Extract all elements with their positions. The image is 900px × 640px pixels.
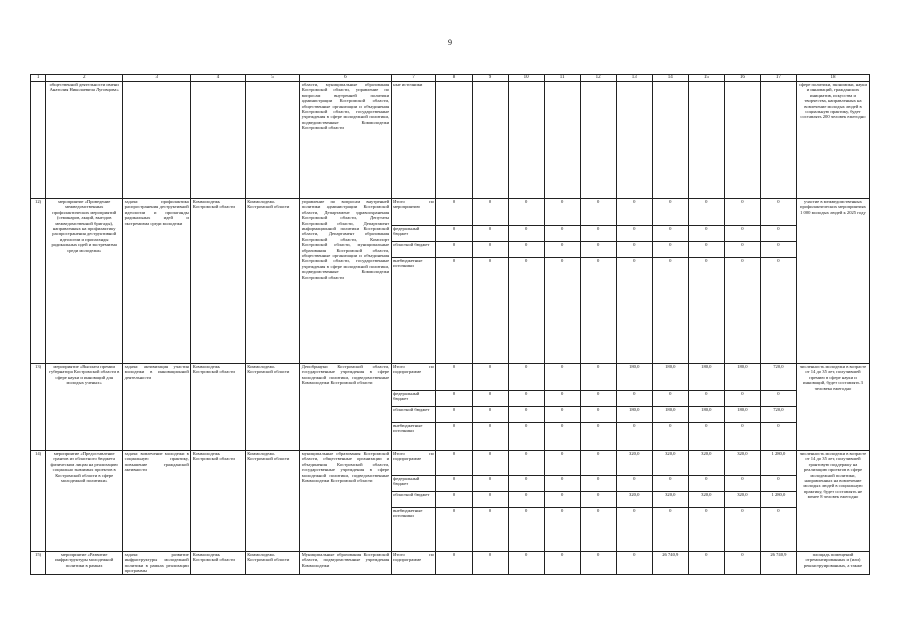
expected-result: участие в межведомственных профилактических мероприятиях 1 000 молодых людей к 2025 году xyxy=(796,199,869,364)
partners-text: муниципальные образования Костромской области, общественные организации и объединения Костромской области, государственные учреждения в сфере молодежной политики, подведомственные Коммолодежи Костромской области xyxy=(300,451,391,552)
finance-value: 0 xyxy=(580,476,616,492)
finance-value: 0 xyxy=(436,199,472,226)
finance-value: 320,0 xyxy=(688,451,724,476)
finance-value: 0 xyxy=(580,242,616,258)
finance-value: 0 xyxy=(544,476,580,492)
finance-source-label: внебюджетные источники xyxy=(391,258,436,364)
measure-name: мероприятие «Предоставление грантов из областного бюджета физическим лицам на реализацию социально значимых проектов в Костромской области в сфере молодежной политики» xyxy=(46,451,123,552)
finance-value: 0 xyxy=(472,423,508,451)
column-number-header: 4 xyxy=(191,75,245,82)
finance-value: 0 xyxy=(544,451,580,476)
finance-source-label: Итого по подпрограмме xyxy=(391,364,436,391)
finance-value: 1 280,0 xyxy=(760,492,796,508)
finance-value: 0 xyxy=(544,508,580,552)
finance-value: 0 xyxy=(616,226,652,242)
column-number-header: 1 xyxy=(31,75,46,82)
finance-value: 0 xyxy=(724,508,760,552)
finance-value: 720,0 xyxy=(760,407,796,423)
executor-body: Коммолодежь Костромской области xyxy=(245,451,299,552)
finance-value: 0 xyxy=(760,199,796,226)
finance-value: 0 xyxy=(544,391,580,407)
executor-body: Коммолодежь Костромской области xyxy=(245,552,299,575)
program-table xyxy=(30,74,870,575)
finance-value: 180,0 xyxy=(688,364,724,391)
finance-value: 0 xyxy=(688,476,724,492)
finance-source-label: областной бюджет xyxy=(391,492,436,508)
finance-value: 0 xyxy=(652,476,688,492)
expected-result: площадь помещений отремонтированных и (или) реконструированных, а также xyxy=(796,552,869,575)
cell-partners: области, муниципальные образования Костромской области, управление по вопросам внутренней политики администрации Костромской области, общественные организации и объединения Костромской области, государственные учреждения в сфере молодежной политики, подведомственные Коммолодежи Костромской области xyxy=(300,82,391,199)
finance-value: 0 xyxy=(472,199,508,226)
finance-value: 320,0 xyxy=(652,451,688,476)
finance-value: 0 xyxy=(616,258,652,364)
finance-value: 0 xyxy=(616,199,652,226)
finance-source-label: федеральный бюджет xyxy=(391,226,436,242)
expected-result: численность молодежи в возрасте от 14 до 35 лет, получившей грантовую поддержку на реализацию проектов в сфере молодежной политики, направленных на вовлечение молодых людей в социальную практику, будет составлять не менее 8 человек ежегодно xyxy=(796,451,869,552)
measure-name: мероприятие «Выплата премии губернатора Костромской области в сфере науки и инноваций для молодых ученых» xyxy=(46,364,123,451)
finance-value: 720,0 xyxy=(760,364,796,391)
column-number-header: 9 xyxy=(472,75,508,82)
finance-value: 0 xyxy=(580,391,616,407)
table-row xyxy=(31,451,870,476)
finance-value: 0 xyxy=(508,226,544,242)
finance-value: 0 xyxy=(472,258,508,364)
finance-value: 0 xyxy=(724,423,760,451)
column-number-header: 15 xyxy=(688,75,724,82)
finance-value: 0 xyxy=(724,476,760,492)
column-number-header: 8 xyxy=(436,75,472,82)
finance-value: 0 xyxy=(544,423,580,451)
finance-value: 0 xyxy=(436,258,472,364)
column-number-header: 3 xyxy=(123,75,191,82)
finance-value: 0 xyxy=(472,391,508,407)
executor-body: Коммолодежь Костромской области xyxy=(245,364,299,451)
finance-source-label: внебюджетные источники xyxy=(391,423,436,451)
row-number: 13) xyxy=(31,364,46,451)
finance-source-label: областной бюджет xyxy=(391,242,436,258)
responsible-body: Коммолодежь Костромской области xyxy=(191,364,245,451)
finance-value: 0 xyxy=(544,407,580,423)
finance-source-label: федеральный бюджет xyxy=(391,476,436,492)
finance-value: 0 xyxy=(472,242,508,258)
expected-result: численность молодежи в возрасте от 14 до 35 лет, получившей премию в сфере науки и инноваций, будет составлять 3 человека ежегодно xyxy=(796,364,869,451)
finance-value: 0 xyxy=(508,552,544,575)
finance-value: 0 xyxy=(688,226,724,242)
column-number-header: 16 xyxy=(724,75,760,82)
column-number-header: 11 xyxy=(544,75,580,82)
cell-executor xyxy=(245,82,299,199)
finance-value: 0 xyxy=(580,226,616,242)
finance-value: 180,0 xyxy=(688,407,724,423)
cell-task xyxy=(123,82,191,199)
finance-source-label: федеральный бюджет xyxy=(391,391,436,407)
finance-value: 0 xyxy=(580,407,616,423)
finance-value: 0 xyxy=(616,391,652,407)
finance-value: 0 xyxy=(616,423,652,451)
finance-value: 26 740,9 xyxy=(760,552,796,575)
finance-value: 0 xyxy=(508,451,544,476)
finance-value: 0 xyxy=(508,258,544,364)
finance-value: 0 xyxy=(544,242,580,258)
finance-value: 0 xyxy=(652,242,688,258)
finance-value: 0 xyxy=(652,423,688,451)
finance-value: 0 xyxy=(508,391,544,407)
responsible-body: Коммолодежь Костромской области xyxy=(191,552,245,575)
finance-value: 0 xyxy=(472,492,508,508)
finance-value: 0 xyxy=(724,391,760,407)
column-number-header: 2 xyxy=(46,75,123,82)
finance-value: 0 xyxy=(760,476,796,492)
finance-value: 0 xyxy=(616,242,652,258)
responsible-body: Коммолодежь Костромской области xyxy=(191,451,245,552)
finance-value: 0 xyxy=(472,552,508,575)
finance-value: 0 xyxy=(652,226,688,242)
finance-source-label: Итого по мероприятию xyxy=(391,199,436,226)
finance-value: 0 xyxy=(436,451,472,476)
task-text: задача: развитие инфраструктуры молодежной политики в рамках реализации программы xyxy=(124,552,189,574)
finance-value: 0 xyxy=(724,226,760,242)
column-number-header: 12 xyxy=(580,75,616,82)
finance-value: 0 xyxy=(688,258,724,364)
measure-name: мероприятие «Развитие инфраструктуры молодежной политики в рамках xyxy=(46,552,123,575)
finance-value: 0 xyxy=(580,364,616,391)
column-number-header: 5 xyxy=(245,75,299,82)
finance-value: 320,0 xyxy=(688,492,724,508)
column-number-header: 17 xyxy=(760,75,796,82)
column-number-header: 10 xyxy=(508,75,544,82)
finance-value: 0 xyxy=(688,552,724,575)
column-number-header: 14 xyxy=(652,75,688,82)
finance-value: 0 xyxy=(652,199,688,226)
finance-value: 0 xyxy=(472,451,508,476)
finance-value: 0 xyxy=(472,476,508,492)
finance-value: 0 xyxy=(688,423,724,451)
finance-value: 0 xyxy=(616,552,652,575)
finance-value: 0 xyxy=(724,199,760,226)
finance-value: 0 xyxy=(544,226,580,242)
cell-result: сфере политики, экономики, науки и инноваций, гражданских инициатив, искусства и творчества, направленных на вовлечение молодых людей в социальную практику, будет составлять 200 человек ежегодно xyxy=(796,82,869,199)
cell-source: ные источники xyxy=(391,82,436,199)
finance-value: 180,0 xyxy=(652,364,688,391)
finance-value: 0 xyxy=(544,364,580,391)
finance-value: 0 xyxy=(688,391,724,407)
finance-value: 0 xyxy=(760,391,796,407)
partners-text: Муниципальные образования Костромской области, подведомственные учреждения Коммолодежи xyxy=(300,552,391,575)
finance-value: 0 xyxy=(688,242,724,258)
finance-value: 0 xyxy=(436,423,472,451)
finance-value: 0 xyxy=(508,508,544,552)
cell-responsible xyxy=(191,82,245,199)
finance-value: 0 xyxy=(544,199,580,226)
finance-value: 0 xyxy=(688,508,724,552)
partners-text: Депобрнауки Костромской области, государственные учреждения в сфере молодежной политики, подведомственные Коммолодежи Костромской области xyxy=(300,364,391,451)
page-number: 9 xyxy=(448,38,452,47)
finance-value: 0 xyxy=(544,492,580,508)
partners-text: управление по вопросам внутренней политики администрации Костромской области, Департамент здравоохранения Костромской области, Депутаты Костромской области, Департамент информационной политики Костромской области, Департамент образования Костромской области, Комспорт Костромской области, муниципальные образования Костромской области, общественные организации и объединения Костромской области, государственные учреждения в сфере молодежной политики, подведомственные Коммолодежи Костромской области xyxy=(300,199,391,364)
finance-value: 320,0 xyxy=(652,492,688,508)
row-number: 12) xyxy=(31,199,46,364)
finance-value: 0 xyxy=(436,364,472,391)
column-number-header: 18 xyxy=(796,75,869,82)
finance-value: 0 xyxy=(508,199,544,226)
finance-value: 0 xyxy=(544,552,580,575)
finance-value: 0 xyxy=(580,199,616,226)
table-row xyxy=(31,552,870,575)
finance-value: 320,0 xyxy=(724,492,760,508)
table-body xyxy=(31,75,870,575)
finance-value: 0 xyxy=(436,407,472,423)
column-number-header: 6 xyxy=(300,75,391,82)
finance-value: 0 xyxy=(508,492,544,508)
cell-num xyxy=(31,82,46,199)
finance-source-label: Итого по подпрограмме xyxy=(391,451,436,476)
finance-value: 0 xyxy=(472,508,508,552)
task-text: задача: активизация участия молодежи в инновационной деятельности xyxy=(123,364,191,451)
finance-value: 0 xyxy=(616,508,652,552)
finance-value: 0 xyxy=(760,423,796,451)
task-text: задача: вовлечение молодежи в социальную практику, повышение гражданской активности xyxy=(123,451,191,552)
finance-value: 0 xyxy=(724,258,760,364)
row-number: 14) xyxy=(31,451,46,552)
finance-value: 0 xyxy=(580,423,616,451)
finance-source-label: областной бюджет xyxy=(391,407,436,423)
finance-value: 0 xyxy=(508,476,544,492)
finance-value: 0 xyxy=(760,508,796,552)
finance-value: 0 xyxy=(580,552,616,575)
finance-value: 0 xyxy=(580,258,616,364)
finance-value: 0 xyxy=(760,242,796,258)
finance-value: 180,0 xyxy=(724,407,760,423)
finance-source-label: внебюджетные источники xyxy=(391,508,436,552)
finance-value: 0 xyxy=(436,226,472,242)
task-text: задача: профилактика распространения деструктивной идеологии и пропаганды радикальных идей и экстремизма среди молодежи xyxy=(123,199,191,364)
finance-value: 1 280,0 xyxy=(760,451,796,476)
finance-value: 0 xyxy=(508,407,544,423)
finance-value: 0 xyxy=(652,391,688,407)
finance-value: 180,0 xyxy=(616,364,652,391)
table-row xyxy=(31,199,870,226)
finance-value: 26 740,9 xyxy=(652,552,688,575)
finance-value: 0 xyxy=(580,492,616,508)
finance-value: 0 xyxy=(580,508,616,552)
finance-value: 0 xyxy=(508,364,544,391)
finance-value: 0 xyxy=(436,552,472,575)
responsible-body: Коммолодежь Костромской области xyxy=(191,199,245,364)
finance-value: 320,0 xyxy=(724,451,760,476)
finance-value: 320,0 xyxy=(616,451,652,476)
finance-value: 0 xyxy=(544,258,580,364)
finance-value: 0 xyxy=(688,199,724,226)
finance-value: 320,0 xyxy=(616,492,652,508)
finance-value: 0 xyxy=(436,476,472,492)
column-number-header: 7 xyxy=(391,75,436,82)
finance-value: 0 xyxy=(436,508,472,552)
finance-value: 0 xyxy=(472,407,508,423)
executor-body: Коммолодежь Костромской области xyxy=(245,199,299,364)
finance-value: 0 xyxy=(472,226,508,242)
finance-value: 0 xyxy=(760,226,796,242)
finance-source-label: Итого по подпрограмме xyxy=(391,552,436,575)
finance-value: 180,0 xyxy=(616,407,652,423)
finance-value: 0 xyxy=(580,451,616,476)
finance-value: 0 xyxy=(436,492,472,508)
finance-value: 0 xyxy=(652,508,688,552)
finance-value: 180,0 xyxy=(652,407,688,423)
finance-value: 0 xyxy=(760,258,796,364)
finance-value: 0 xyxy=(436,391,472,407)
row-number: 15) xyxy=(31,552,46,575)
column-number-row xyxy=(31,75,870,82)
column-number-header: 13 xyxy=(616,75,652,82)
finance-value: 0 xyxy=(724,242,760,258)
finance-value: 0 xyxy=(652,258,688,364)
finance-value: 0 xyxy=(436,242,472,258)
finance-value: 0 xyxy=(724,552,760,575)
finance-value: 180,0 xyxy=(724,364,760,391)
finance-value: 0 xyxy=(616,476,652,492)
finance-value: 0 xyxy=(508,242,544,258)
cell-measure: общественной деятельности имени Анатолия Николаевича Луговцова» xyxy=(46,82,123,199)
table-row xyxy=(31,364,870,391)
measure-name: мероприятие «Проведение межведомственных профилактических мероприятий (семинаров, акций, выездов межведомственной бригады), направленных на профилактику распространения деструктивной идеологии и пропаганды радикальных идей и экстремизма среди молодежи» xyxy=(46,199,123,364)
table-row-continued xyxy=(31,82,870,199)
finance-value: 0 xyxy=(508,423,544,451)
finance-value: 0 xyxy=(472,364,508,391)
